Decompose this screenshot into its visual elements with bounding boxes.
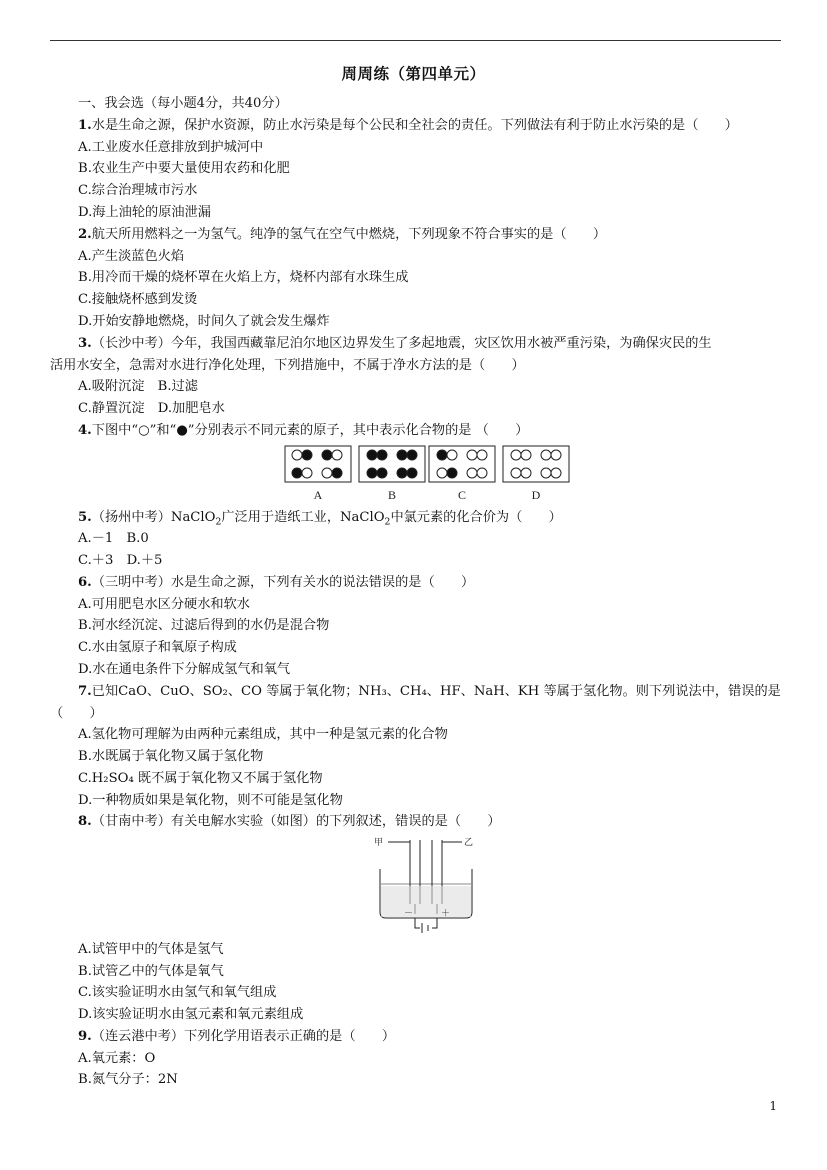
label-jia: 甲: [374, 837, 384, 847]
question-2: 2.航天所用燃料之一为氢气。纯净的氢气在空气中燃烧，下列现象不符合事实的是（ ）: [78, 227, 607, 242]
label-yi: 乙: [464, 837, 474, 847]
q2-option-a: A.产生淡蓝色火焰: [78, 249, 185, 264]
water: [381, 886, 471, 917]
question-8: 8.（甘南中考）有关电解水实验（如图）的下列叙述，错误的是（ ）: [78, 814, 501, 829]
molecule-diagram: [284, 445, 576, 505]
label-minus: －: [404, 908, 414, 918]
question-4: 4.下图中“○”和“●”分别表示不同元素的原子，其中表示化合物的是 （ ）: [78, 423, 529, 438]
q6-option-c: C.水由氢原子和氧原子构成: [78, 640, 237, 655]
q3-options-cd: C.静置沉淀 D.加肥皂水: [78, 401, 225, 416]
q5-options-cd: C.＋3 D.＋5: [78, 553, 163, 568]
q1-option-b: B.农业生产中要大量使用农药和化肥: [78, 161, 290, 176]
q9-option-b: B.氮气分子：2N: [78, 1072, 178, 1087]
question-9: 9.（连云港中考）下列化学用语表示正确的是（ ）: [78, 1029, 396, 1044]
q8-option-b: B.试管乙中的气体是氧气: [78, 964, 224, 979]
q2-option-d: D.开始安静地燃烧，时间久了就会发生爆炸: [78, 314, 330, 329]
question-3-cont: 活用水安全，急需对水进行净化处理，下列措施中，不属于净水方法的是（ ）: [50, 358, 525, 373]
q1-option-a: A.工业废水任意排放到护城河中: [78, 140, 264, 155]
section-heading: 一、我会选（每小题4分，共40分）: [78, 96, 288, 111]
q7-option-c: C.H₂SO₄ 既不属于氧化物又不属于氢化物: [78, 771, 323, 786]
q7-option-b: B.水既属于氧化物又属于氢化物: [78, 749, 264, 764]
q1-option-c: C.综合治理城市污水: [78, 183, 198, 198]
label-plus: ＋: [441, 908, 451, 918]
question-7: 7.已知CaO、CuO、SO₂、CO 等属于氧化物；NH₃、CH₄、HF、NaH、KH 等属于氢化物。则下列说法中，错误的是: [78, 684, 781, 699]
q3-options-ab: A.吸附沉淀 B.过滤: [78, 379, 198, 394]
question-7-cont: （ ）: [50, 706, 103, 721]
q8-option-c: C.该实验证明水由氢气和氧气组成: [78, 985, 277, 1000]
q1-option-d: D.海上油轮的原油泄漏: [78, 205, 211, 220]
q2-option-b: B.用冷而干燥的烧杯罩在火焰上方，烧杯内部有水珠生成: [78, 270, 409, 285]
q8-option-a: A.试管甲中的气体是氢气: [78, 942, 224, 957]
q5-options-ab: A.－1 B.0: [78, 531, 149, 546]
q2-option-c: C.接触烧杯感到发烫: [78, 292, 198, 307]
page-title: 周周练（第四单元）: [341, 64, 486, 83]
label-d: D: [531, 488, 541, 502]
label-a: A: [313, 488, 323, 502]
label-c: C: [457, 488, 467, 502]
q6-option-a: A.可用肥皂水区分硬水和软水: [78, 597, 250, 612]
question-6: 6.（三明中考）水是生命之源，下列有关水的说法错误的是（ ）: [78, 575, 475, 590]
question-3: 3.（长沙中考）今年，我国西藏靠尼泊尔地区边界发生了多起地震，灾区饮用水被严重污染，为确保灾民的生: [78, 336, 712, 351]
q6-option-b: B.河水经沉淀、过滤后得到的水仍是混合物: [78, 618, 330, 633]
electrolysis-diagram: [370, 834, 482, 936]
electrolysis-figure: [370, 834, 482, 940]
label-b: B: [387, 488, 397, 502]
q9-option-a: A.氧元素：O: [78, 1051, 156, 1066]
question-1: 1.水是生命之源，保护水资源，防止水污染是每个公民和全社会的责任。下列做法有利于防止水污染的是（ ）: [78, 118, 738, 133]
question-5: 5.（扬州中考）NaClO$_2$广泛用于造纸工业，NaClO$_2$中氯元素的化合价为（ ）: [78, 510, 562, 528]
molecule-figure: [284, 445, 576, 509]
top-rule: [50, 40, 781, 41]
q7-option-d: D.一种物质如果是氧化物，则不可能是氢化物: [78, 793, 343, 808]
page-number: 1: [769, 1099, 777, 1113]
q6-option-d: D.水在通电条件下分解成氢气和氧气: [78, 662, 291, 677]
q8-option-d: D.该实验证明水由氢元素和氧元素组成: [78, 1007, 304, 1022]
q7-option-a: A.氢化物可理解为由两种元素组成，其中一种是氢元素的化合物: [78, 727, 448, 742]
